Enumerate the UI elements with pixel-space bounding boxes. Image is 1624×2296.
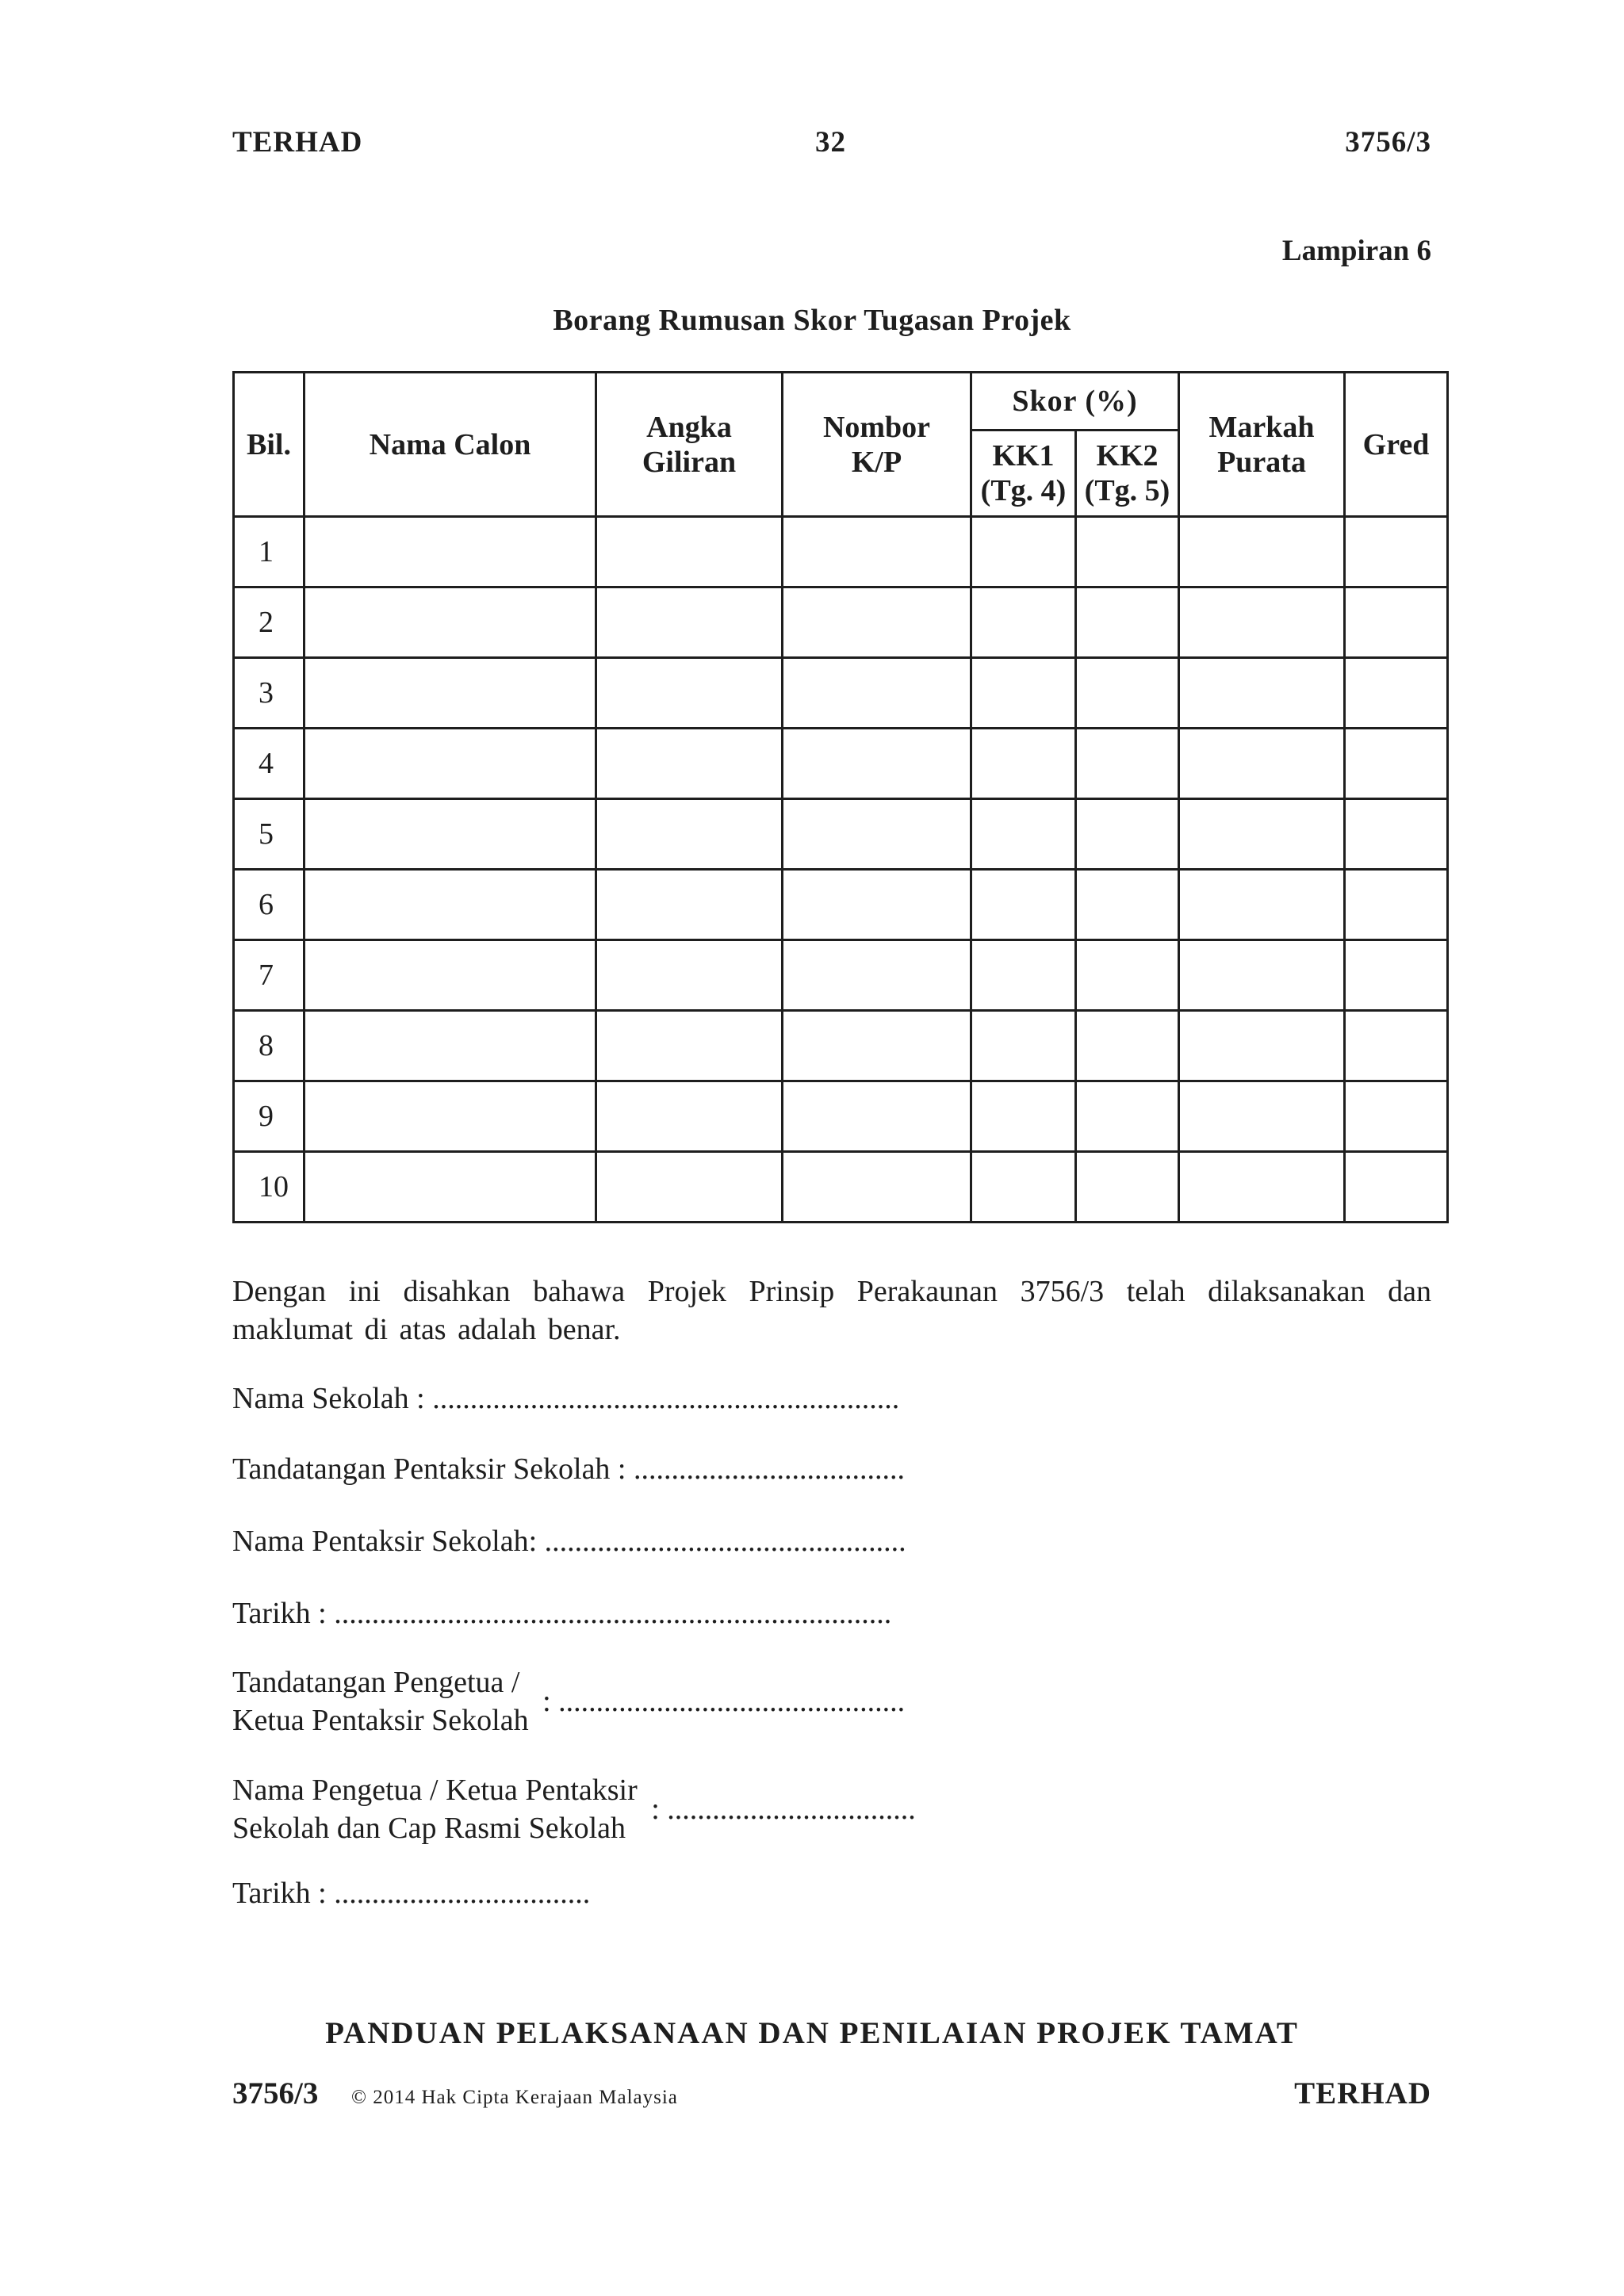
row-number: 8 [234,1011,304,1081]
cell-kk1 [971,517,1076,587]
cell-nama-calon [304,870,596,940]
cell-nama-calon [304,517,596,587]
cell-gred [1345,1152,1448,1223]
cell-markah-purata [1179,587,1345,658]
field-tandatangan-pentaksir: Tandatangan Pentaksir Sekolah : .................................... [232,1452,905,1486]
cell-angka-giliran [596,1011,783,1081]
col-header-kk2-line2: (Tg. 5) [1084,474,1170,507]
cell-angka-giliran [596,658,783,729]
col-header-nama-calon: Nama Calon [304,373,596,517]
cell-gred [1345,587,1448,658]
field-tandatangan-pengetua-line2: Ketua Pentaksir Sekolah [232,1704,529,1737]
cell-nombor-kp [783,1011,971,1081]
cell-markah-purata [1179,658,1345,729]
cell-nombor-kp [783,587,971,658]
table-row [234,1011,1448,1081]
cell-markah-purata [1179,517,1345,587]
cell-nama-calon [304,729,596,799]
cell-kk1 [971,1152,1076,1223]
field-tandatangan-pengetua-label [232,1663,529,1739]
header-paper-code: 3756/3 [1345,126,1431,159]
cell-kk1 [971,1011,1076,1081]
cell-nombor-kp [783,517,971,587]
col-header-markah-line2: Purata [1217,445,1306,479]
field-nama-pengetua-label [232,1771,638,1847]
field-tandatangan-pengetua-line1: Tandatangan Pengetua / [232,1666,520,1699]
col-header-kk1 [971,430,1076,517]
cell-nama-calon [304,1152,596,1223]
table-body [234,517,1448,1223]
cell-kk2 [1076,1081,1179,1152]
cell-gred [1345,799,1448,870]
col-header-kk1-line2: (Tg. 4) [980,474,1067,507]
cell-kk2 [1076,1011,1179,1081]
cell-nombor-kp [783,799,971,870]
table-row [234,940,1448,1011]
cell-gred [1345,870,1448,940]
col-header-kk1-line1: KK1 [992,439,1055,473]
cell-markah-purata [1179,1152,1345,1223]
row-number: 6 [234,870,304,940]
col-header-bil: Bil. [234,373,304,517]
field-nama-pengetua-line2: Sekolah dan Cap Rasmi Sekolah [232,1812,626,1845]
cell-angka-giliran [596,587,783,658]
row-number: 7 [234,940,304,1011]
table-row [234,1152,1448,1223]
field-tarikh-1: Tarikh : .......................................................................... [232,1597,892,1630]
table-row [234,1081,1448,1152]
cell-angka-giliran [596,517,783,587]
row-number: 10 [234,1152,304,1223]
table-row [234,517,1448,587]
table-row [234,729,1448,799]
table-row [234,658,1448,729]
field-nama-sekolah: Nama Sekolah : .............................................................. [232,1382,900,1415]
cell-markah-purata [1179,1081,1345,1152]
cell-angka-giliran [596,940,783,1011]
cell-kk2 [1076,940,1179,1011]
footer-title: PANDUAN PELAKSANAAN DAN PENILAIAN PROJEK TAMAT [325,2016,1299,2050]
table-row [234,587,1448,658]
cell-gred [1345,658,1448,729]
cell-nombor-kp [783,870,971,940]
cell-kk2 [1076,658,1179,729]
cell-gred [1345,1011,1448,1081]
col-header-angka-line1: Angka [646,410,732,444]
table-row [234,799,1448,870]
row-number: 3 [234,658,304,729]
col-header-angka-giliran [596,373,783,517]
certification-statement: Dengan ini disahkan bahawa Projek Prinsip Perakaunan 3756/3 telah dilaksanakan dan maklumat di atas adalah benar. [232,1275,1431,1346]
cell-kk2 [1076,517,1179,587]
cell-kk2 [1076,587,1179,658]
cell-nombor-kp [783,1081,971,1152]
cell-angka-giliran [596,1081,783,1152]
field-nama-pengetua [232,1771,916,1847]
cell-angka-giliran [596,729,783,799]
cell-nombor-kp [783,940,971,1011]
cell-nama-calon [304,799,596,870]
appendix-label: Lampiran 6 [1281,235,1431,267]
cell-kk1 [971,1081,1076,1152]
col-header-nombor-line2: K/P [851,445,902,479]
cell-kk1 [971,658,1076,729]
col-header-markah-line1: Markah [1208,410,1315,444]
cell-markah-purata [1179,729,1345,799]
cell-nama-calon [304,1011,596,1081]
cell-nama-calon [304,1081,596,1152]
cell-nama-calon [304,658,596,729]
score-summary-table [232,371,1449,1223]
footer-classification: TERHAD [1294,2076,1431,2110]
col-header-nombor-line1: Nombor [822,410,931,444]
cell-kk1 [971,729,1076,799]
cell-kk2 [1076,870,1179,940]
footer-paper-code: 3756/3 [232,2076,319,2110]
row-number: 2 [234,587,304,658]
form-title: Borang Rumusan Skor Tugasan Projek [553,304,1071,337]
cell-angka-giliran [596,870,783,940]
page-header [232,125,1431,165]
row-number: 1 [234,517,304,587]
field-nama-pengetua-value: : ................................. [651,1793,916,1826]
cell-markah-purata [1179,870,1345,940]
cell-nama-calon [304,587,596,658]
cell-kk1 [971,587,1076,658]
cell-angka-giliran [596,799,783,870]
row-number: 4 [234,729,304,799]
cell-markah-purata [1179,1011,1345,1081]
col-header-angka-line2: Giliran [642,445,737,479]
cell-kk2 [1076,1152,1179,1223]
cell-markah-purata [1179,799,1345,870]
cell-gred [1345,517,1448,587]
cell-nama-calon [304,940,596,1011]
cell-markah-purata [1179,940,1345,1011]
footer-copyright: © 2014 Hak Cipta Kerajaan Malaysia [351,2087,678,2108]
cell-kk1 [971,799,1076,870]
cell-kk1 [971,940,1076,1011]
field-nama-pentaksir: Nama Pentaksir Sekolah: ................................................ [232,1525,906,1558]
col-header-gred: Gred [1345,373,1448,517]
col-header-kk2 [1076,430,1179,517]
header-classification: TERHAD [232,126,363,159]
cell-nombor-kp [783,729,971,799]
row-number: 9 [234,1081,304,1152]
cell-gred [1345,1081,1448,1152]
page-number: 32 [815,126,846,159]
cell-gred [1345,729,1448,799]
field-tandatangan-pengetua [232,1663,905,1739]
col-header-skor: Skor (%) [971,373,1179,430]
cell-gred [1345,940,1448,1011]
field-tandatangan-pengetua-value: : .............................................. [542,1685,906,1718]
page-footer [232,2076,1431,2115]
cell-kk1 [971,870,1076,940]
row-number: 5 [234,799,304,870]
table-header-row [234,373,1448,430]
col-header-markah-purata [1179,373,1345,517]
cell-angka-giliran [596,1152,783,1223]
cell-kk2 [1076,799,1179,870]
table-row [234,870,1448,940]
field-nama-pengetua-line1: Nama Pengetua / Ketua Pentaksir [232,1774,638,1807]
field-tarikh-2: Tarikh : .................................. [232,1877,591,1910]
cell-nombor-kp [783,1152,971,1223]
cell-kk2 [1076,729,1179,799]
cell-nombor-kp [783,658,971,729]
col-header-nombor-kp [783,373,971,517]
col-header-kk2-line1: KK2 [1096,439,1159,473]
